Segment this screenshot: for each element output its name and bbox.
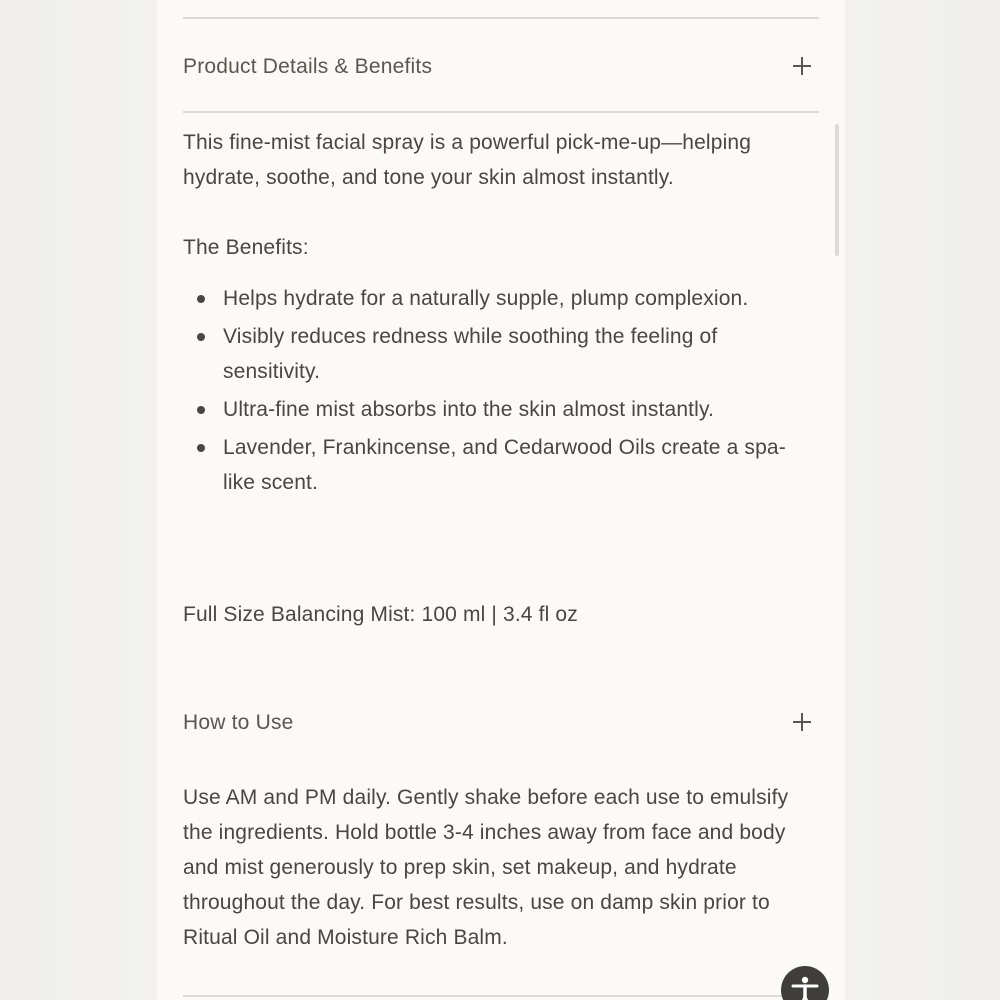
list-item xyxy=(183,319,803,389)
product-description: This fine-mist facial spray is a powerful pick-me-up—helping hydrate, soothe, and tone your skin almost instantly. xyxy=(183,131,752,189)
bullet-icon xyxy=(197,333,205,341)
product-size-info: Full Size Balancing Mist: 100 ml | 3.4 fl oz xyxy=(183,603,578,626)
product-info-panel xyxy=(157,0,845,1000)
benefit-text: Lavender, Frankincense, and Cedarwood Oils create a spa-like scent. xyxy=(223,436,786,494)
how-to-use-text: Use AM and PM daily. Gently shake before each use to emulsify the ingredients. Hold bottle 3-4 inches away from face and body and mist generously to prep skin, set makeup, and hydrate throughout the day. For best results, use on damp skin prior to Ritual Oil and Moisture Rich Balm. xyxy=(183,786,789,949)
benefit-text: Helps hydrate for a naturally supple, plump complexion. xyxy=(223,287,749,310)
benefit-text: Visibly reduces redness while soothing the feeling of sensitivity. xyxy=(223,325,718,383)
divider-product-details xyxy=(183,111,819,113)
list-item xyxy=(183,281,803,316)
bullet-icon xyxy=(197,406,205,414)
list-item xyxy=(183,430,803,500)
benefits-list xyxy=(183,281,803,503)
accessibility-icon xyxy=(790,974,820,1000)
plus-icon[interactable] xyxy=(793,57,811,75)
how-to-use-accordion-title[interactable]: How to Use xyxy=(183,711,294,734)
benefit-text: Ultra-fine mist absorbs into the skin almost instantly. xyxy=(223,398,715,421)
bullet-icon xyxy=(197,295,205,303)
bullet-icon xyxy=(197,444,205,452)
benefits-heading: The Benefits: xyxy=(183,236,309,259)
product-details-accordion-title[interactable]: Product Details & Benefits xyxy=(183,55,433,78)
divider-top xyxy=(183,17,819,19)
list-item xyxy=(183,392,803,427)
divider-bottom xyxy=(183,995,819,997)
plus-icon[interactable] xyxy=(793,713,811,731)
scrollbar[interactable] xyxy=(835,124,839,256)
